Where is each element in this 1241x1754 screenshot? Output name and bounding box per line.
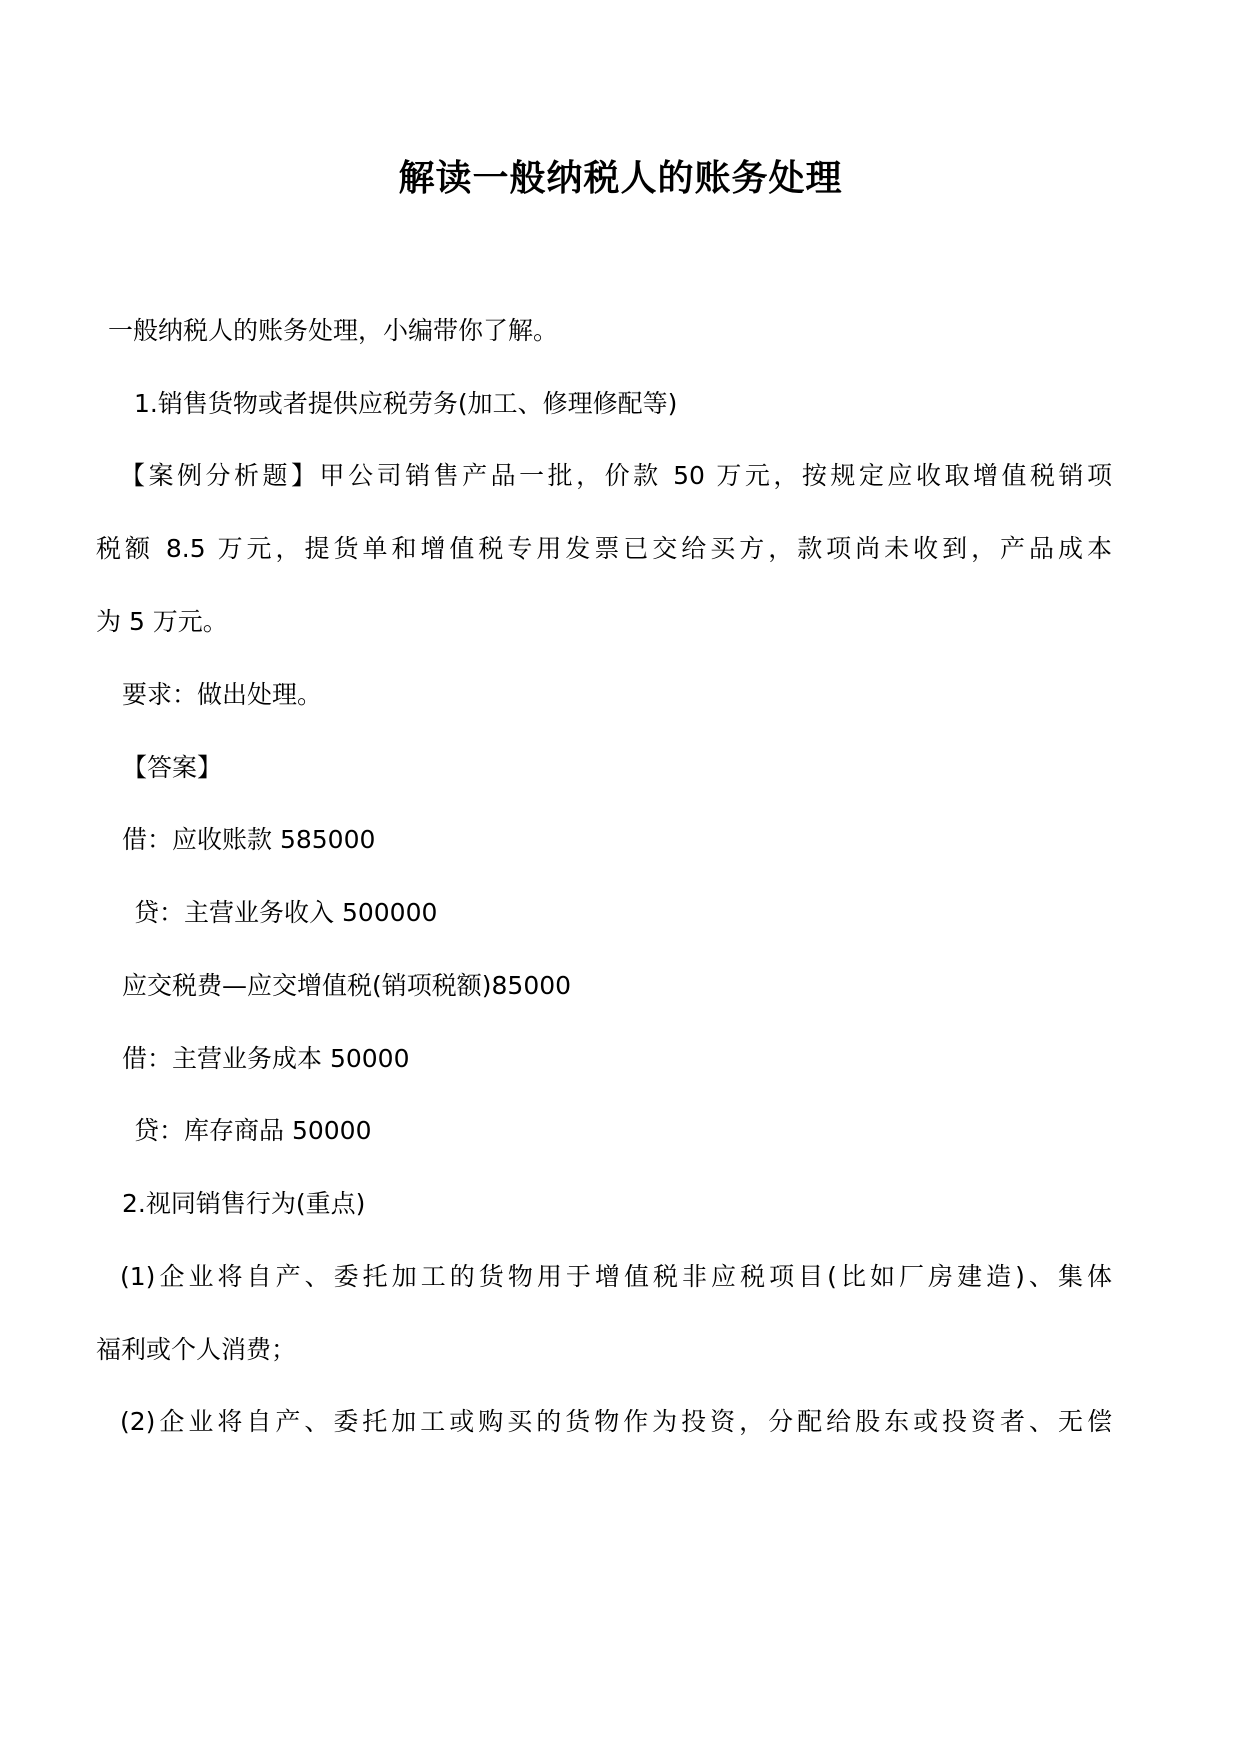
intro-paragraph: 一般纳税人的账务处理，小编带你了解。 xyxy=(108,316,559,345)
journal-entry-debit-2: 借：主营业务成本 50000 xyxy=(122,1044,410,1073)
section-heading-2: 2.视同销售行为(重点) xyxy=(122,1189,366,1218)
deemed-sales-item-2-line-1: (2)企业将自产、委托加工或购买的货物作为投资，分配给股东或投资者、无偿 xyxy=(120,1407,1112,1436)
section-heading-1: 1.销售货物或者提供应税劳务(加工、修理修配等) xyxy=(134,389,678,418)
journal-entry-debit-1: 借：应收账款 585000 xyxy=(122,825,376,854)
document-title: 解读一般纳税人的账务处理 xyxy=(398,157,843,199)
deemed-sales-item-1-line-1: (1)企业将自产、委托加工的货物用于增值税非应税项目(比如厂房建造)、集体 xyxy=(120,1262,1112,1291)
requirement-text: 要求：做出处理。 xyxy=(122,680,323,709)
case-paragraph-line-2: 税额 8.5 万元，提货单和增值税专用发票已交给买方，款项尚未收到，产品成本 xyxy=(96,534,1112,563)
journal-entry-credit-1: 贷：主营业务收入 500000 xyxy=(134,898,438,927)
journal-entry-credit-3: 贷：库存商品 50000 xyxy=(134,1116,372,1145)
deemed-sales-item-1-line-2: 福利或个人消费； xyxy=(96,1335,297,1364)
case-paragraph-line-1: 【案例分析题】甲公司销售产品一批，价款 50 万元，按规定应收取增值税销项 xyxy=(120,461,1112,490)
journal-entry-credit-2: 应交税费—应交增值税(销项税额)85000 xyxy=(122,971,572,1000)
case-paragraph-line-3: 为 5 万元。 xyxy=(96,607,228,636)
answer-heading: 【答案】 xyxy=(122,753,223,782)
